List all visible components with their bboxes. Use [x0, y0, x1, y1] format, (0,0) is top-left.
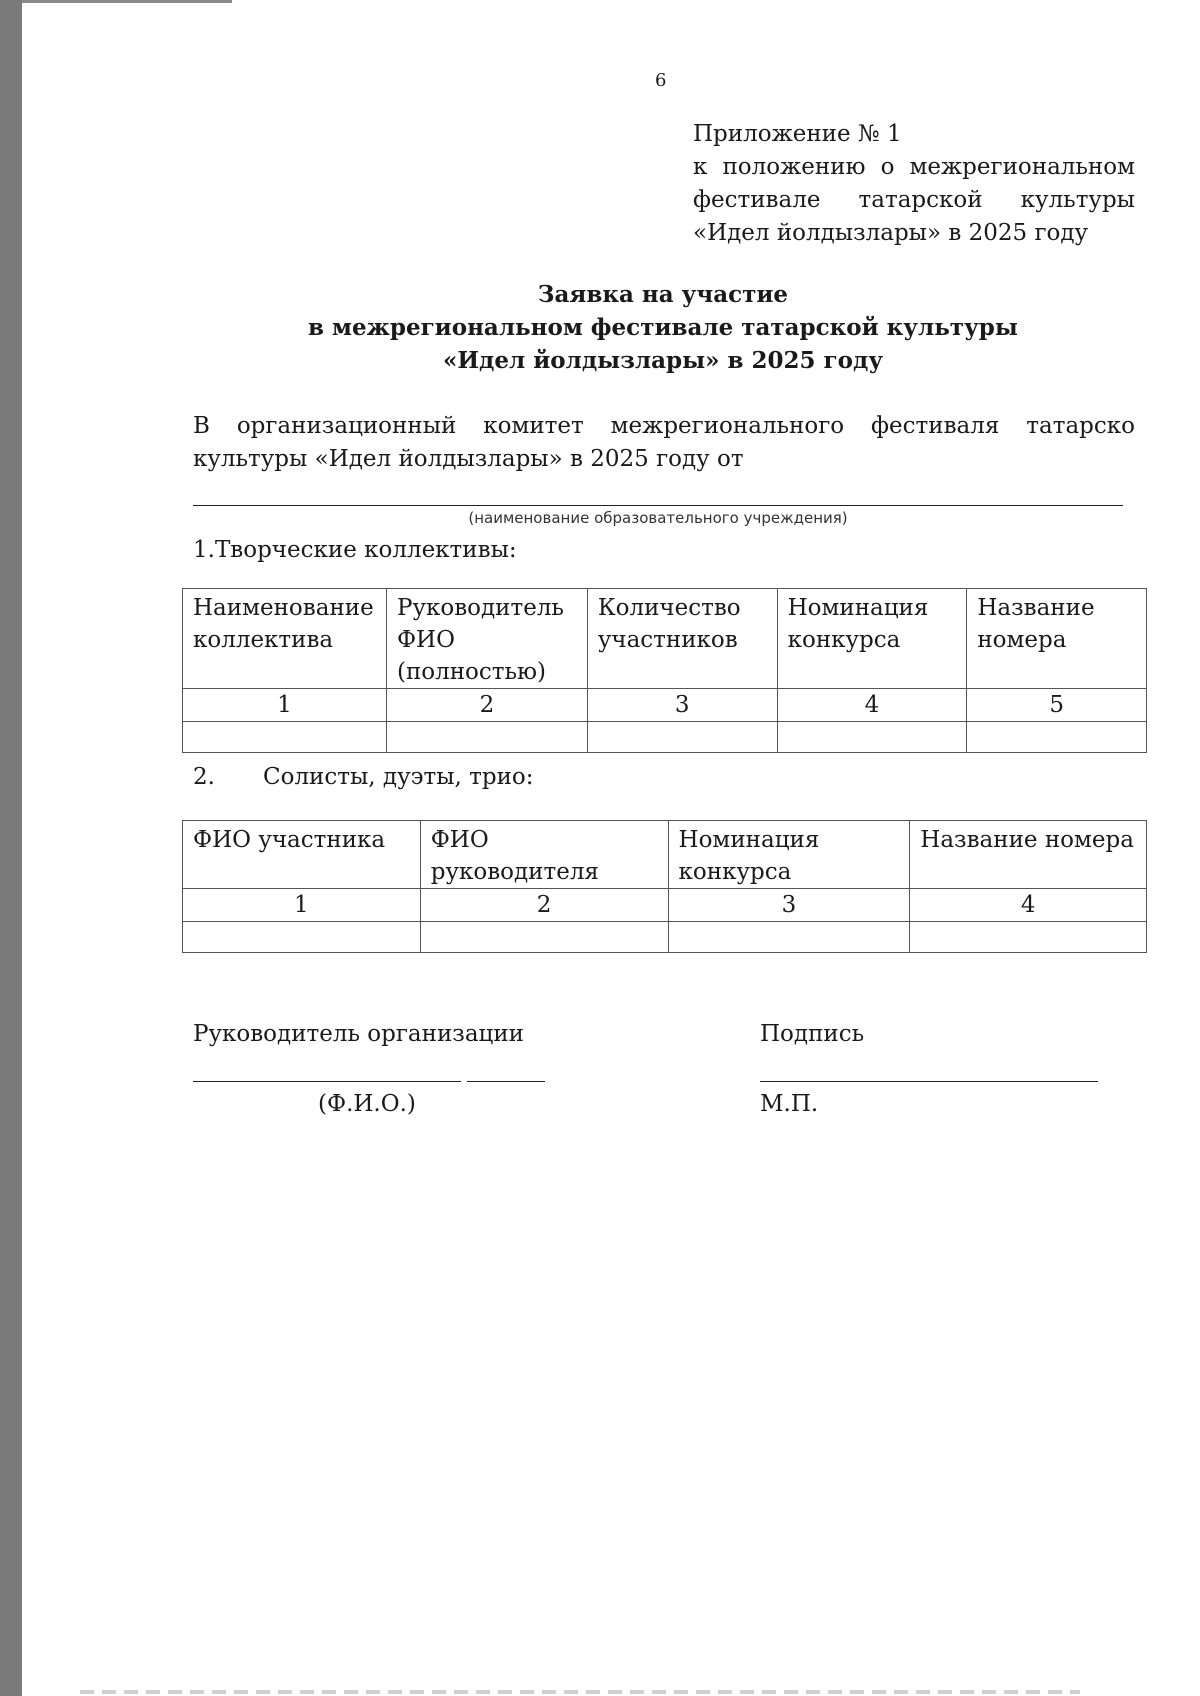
column-number: 3 — [587, 689, 777, 722]
table-header-cell: Руководитель ФИО (полностью) — [386, 589, 587, 689]
table-header-cell: ФИО участника — [183, 821, 421, 889]
table-header-cell: Наименование коллектива — [183, 589, 387, 689]
table-number-row — [183, 889, 1147, 922]
empty-cell[interactable] — [777, 722, 967, 753]
column-number: 4 — [777, 689, 967, 722]
column-number: 1 — [183, 889, 421, 922]
document-title — [180, 278, 1146, 377]
scan-border-left — [0, 0, 22, 1696]
institution-caption: (наименование образовательного учреждения) — [468, 509, 848, 527]
empty-cell[interactable] — [967, 722, 1147, 753]
column-number: 2 — [386, 689, 587, 722]
section1-heading: 1.Творческие коллективы: — [193, 537, 517, 563]
signature-label: Подпись — [760, 1021, 865, 1047]
table-empty-row — [183, 722, 1147, 753]
appendix-line: фестивале татарской культуры — [693, 187, 1135, 213]
table-header-row — [183, 821, 1147, 889]
title-line: Заявка на участие — [537, 281, 789, 308]
section2-number: 2. — [193, 764, 215, 790]
empty-cell[interactable] — [910, 922, 1147, 953]
section2-title: Солисты, дуэты, трио: — [263, 764, 534, 790]
table-header-cell: Название номера — [967, 589, 1147, 689]
stamp-caption: М.П. — [760, 1091, 819, 1117]
name-fill-line — [193, 1081, 461, 1082]
table-header-cell: Название номера — [910, 821, 1147, 889]
signature-fill-line — [760, 1081, 1098, 1082]
table-number-row — [183, 689, 1147, 722]
intro-line: культуры «Идел йолдызлары» в 2025 году от — [193, 446, 744, 472]
name-fill-line — [467, 1081, 545, 1082]
institution-fill-line — [193, 505, 1123, 506]
table-header-row — [183, 589, 1147, 689]
empty-cell[interactable] — [668, 922, 910, 953]
appendix-line: к положению о межрегиональном — [693, 154, 1135, 180]
groups-table — [182, 588, 1147, 753]
appendix-line: «Идел йолдызлары» в 2025 году — [693, 220, 1089, 246]
appendix-line: Приложение № 1 — [693, 121, 902, 147]
table-header-cell: Номинация конкурса — [777, 589, 967, 689]
appendix-block — [693, 118, 1135, 250]
empty-cell[interactable] — [183, 922, 421, 953]
head-of-organization-label: Руководитель организации — [193, 1021, 524, 1047]
column-number: 1 — [183, 689, 387, 722]
page-number: 6 — [655, 70, 667, 91]
column-number: 2 — [420, 889, 668, 922]
empty-cell[interactable] — [183, 722, 387, 753]
column-number: 4 — [910, 889, 1147, 922]
table-header-cell: Количество участников — [587, 589, 777, 689]
title-line: в межрегиональном фестивале татарской культуры — [308, 314, 1018, 341]
table-header-cell: Номинация конкурса — [668, 821, 910, 889]
table-header-cell: ФИО руководителя — [420, 821, 668, 889]
column-number: 5 — [967, 689, 1147, 722]
empty-cell[interactable] — [386, 722, 587, 753]
intro-paragraph — [193, 410, 1135, 476]
column-number: 3 — [668, 889, 910, 922]
table-empty-row — [183, 922, 1147, 953]
intro-line: В организационный комитет межрегионального фестиваля татарско — [193, 413, 1135, 439]
full-name-caption: (Ф.И.О.) — [318, 1091, 416, 1117]
empty-cell[interactable] — [420, 922, 668, 953]
scan-border-top — [22, 0, 232, 3]
title-line: «Идел йолдызлары» в 2025 году — [442, 347, 884, 374]
empty-cell[interactable] — [587, 722, 777, 753]
section2-heading — [193, 762, 534, 792]
scan-border-bottom — [80, 1690, 1080, 1694]
soloists-table — [182, 820, 1147, 953]
